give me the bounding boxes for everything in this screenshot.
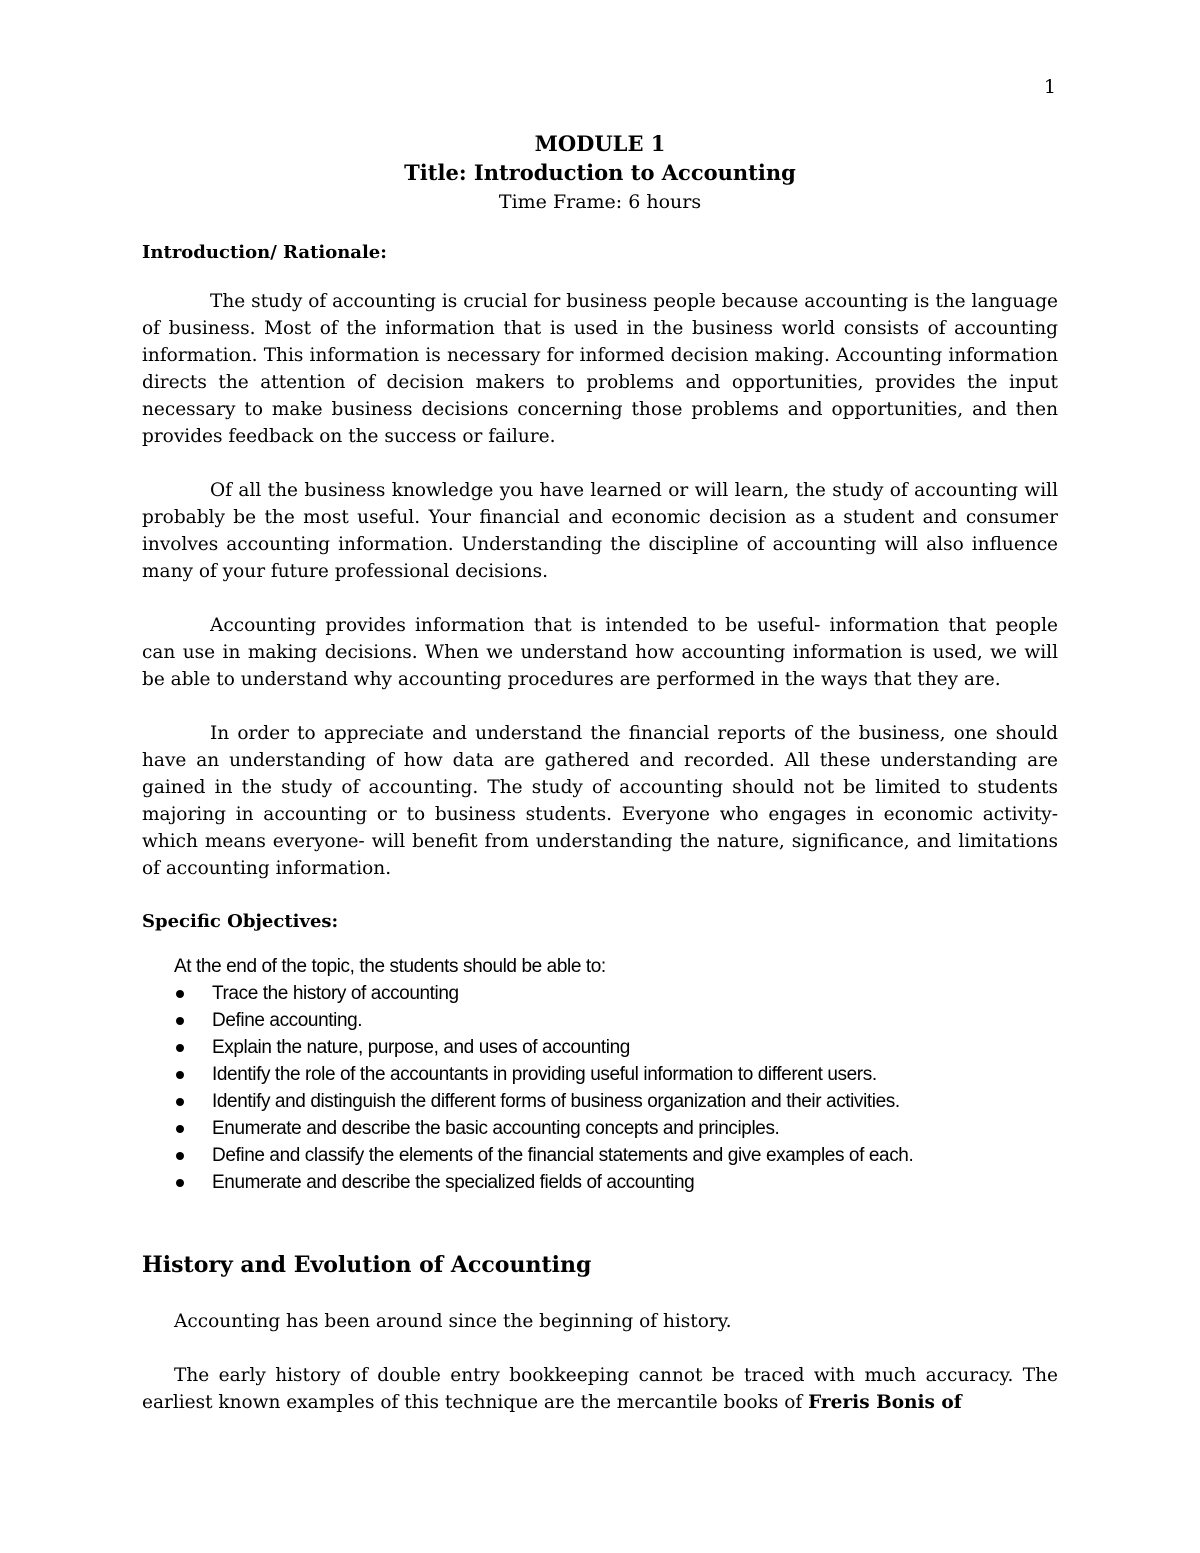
list-item bbox=[174, 1088, 1058, 1115]
intro-paragraph-1: The study of accounting is crucial for business people because accounting is the language of business. Most of the information that is used in the business world consists of accounting information. This information is necessary for informed decision making. Accounting information directs the attention of decision makers to problems and opportunities, provides the input necessary to make business decisions concerning those problems and opportunities, and then provides feedback on the success or failure. bbox=[142, 291, 1058, 447]
page-number: 1 bbox=[1043, 76, 1056, 98]
list-item bbox=[174, 1169, 1058, 1196]
time-frame: Time Frame: 6 hours bbox=[498, 191, 702, 213]
history-paragraph bbox=[142, 1362, 1058, 1416]
list-item bbox=[174, 1142, 1058, 1169]
history-heading: History and Evolution of Accounting bbox=[142, 1252, 592, 1278]
objective-text: Define accounting. bbox=[212, 1010, 363, 1031]
list-item bbox=[174, 1034, 1058, 1061]
intro-heading: Introduction/ Rationale: bbox=[142, 242, 387, 263]
bullet-icon bbox=[176, 1125, 184, 1133]
objective-text: Identify and distinguish the different forms of business organization and their activities. bbox=[212, 1091, 900, 1112]
bullet-icon bbox=[176, 1044, 184, 1052]
objective-text: Define and classify the elements of the financial statements and give examples of each. bbox=[212, 1145, 914, 1166]
intro-paragraph-2: Of all the business knowledge you have learned or will learn, the study of accounting will probably be the most useful. Your financial and economic decision as a student and consumer involves accounting information. Understanding the discipline of accounting will also influence many of your future professional decisions. bbox=[142, 480, 1058, 582]
bullet-icon bbox=[176, 1071, 184, 1079]
objective-text: Explain the nature, purpose, and uses of accounting bbox=[212, 1037, 630, 1058]
objective-text: Enumerate and describe the basic accounting concepts and principles. bbox=[212, 1118, 780, 1139]
page-content bbox=[142, 130, 1058, 1416]
document-title: Title: Introduction to Accounting bbox=[404, 160, 796, 185]
bullet-icon bbox=[176, 1098, 184, 1106]
module-title: MODULE 1 bbox=[534, 131, 666, 156]
objectives-heading: Specific Objectives: bbox=[142, 911, 339, 932]
list-item bbox=[174, 980, 1058, 1007]
intro-paragraph-3: Accounting provides information that is intended to be useful- information that people can use in making decisions. When we understand how accounting information is used, we will be able to understand why accounting procedures are performed in the ways that they are. bbox=[142, 615, 1058, 690]
history-line: Accounting has been around since the beginning of history. bbox=[174, 1311, 732, 1332]
history-paragraph-bold: Freris Bonis of bbox=[808, 1392, 962, 1413]
objective-text: Enumerate and describe the specialized fields of accounting bbox=[212, 1172, 695, 1193]
bullet-icon bbox=[176, 1017, 184, 1025]
objectives-list bbox=[174, 980, 1058, 1196]
history-paragraph-text: The early history of double entry bookkeeping cannot be traced with much accuracy. The earliest known examples of this technique are the mercantile books of bbox=[142, 1365, 1058, 1413]
objective-text: Identify the role of the accountants in providing useful information to different users. bbox=[212, 1064, 877, 1085]
objectives-intro: At the end of the topic, the students should be able to: bbox=[174, 956, 606, 977]
bullet-icon bbox=[176, 1179, 184, 1187]
objective-text: Trace the history of accounting bbox=[212, 983, 459, 1004]
list-item bbox=[174, 1061, 1058, 1088]
bullet-icon bbox=[176, 990, 184, 998]
list-item bbox=[174, 1007, 1058, 1034]
list-item bbox=[174, 1115, 1058, 1142]
intro-paragraph-4: In order to appreciate and understand the financial reports of the business, one should have an understanding of how data are gathered and recorded. All these understanding are gained in the study of accounting. The study of accounting should not be limited to students majoring in accounting or to business students. Everyone who engages in economic activity- which means everyone- will benefit from understanding the nature, significance, and limitations of accounting information. bbox=[142, 723, 1058, 879]
objectives-block bbox=[174, 953, 1058, 1196]
bullet-icon bbox=[176, 1152, 184, 1160]
